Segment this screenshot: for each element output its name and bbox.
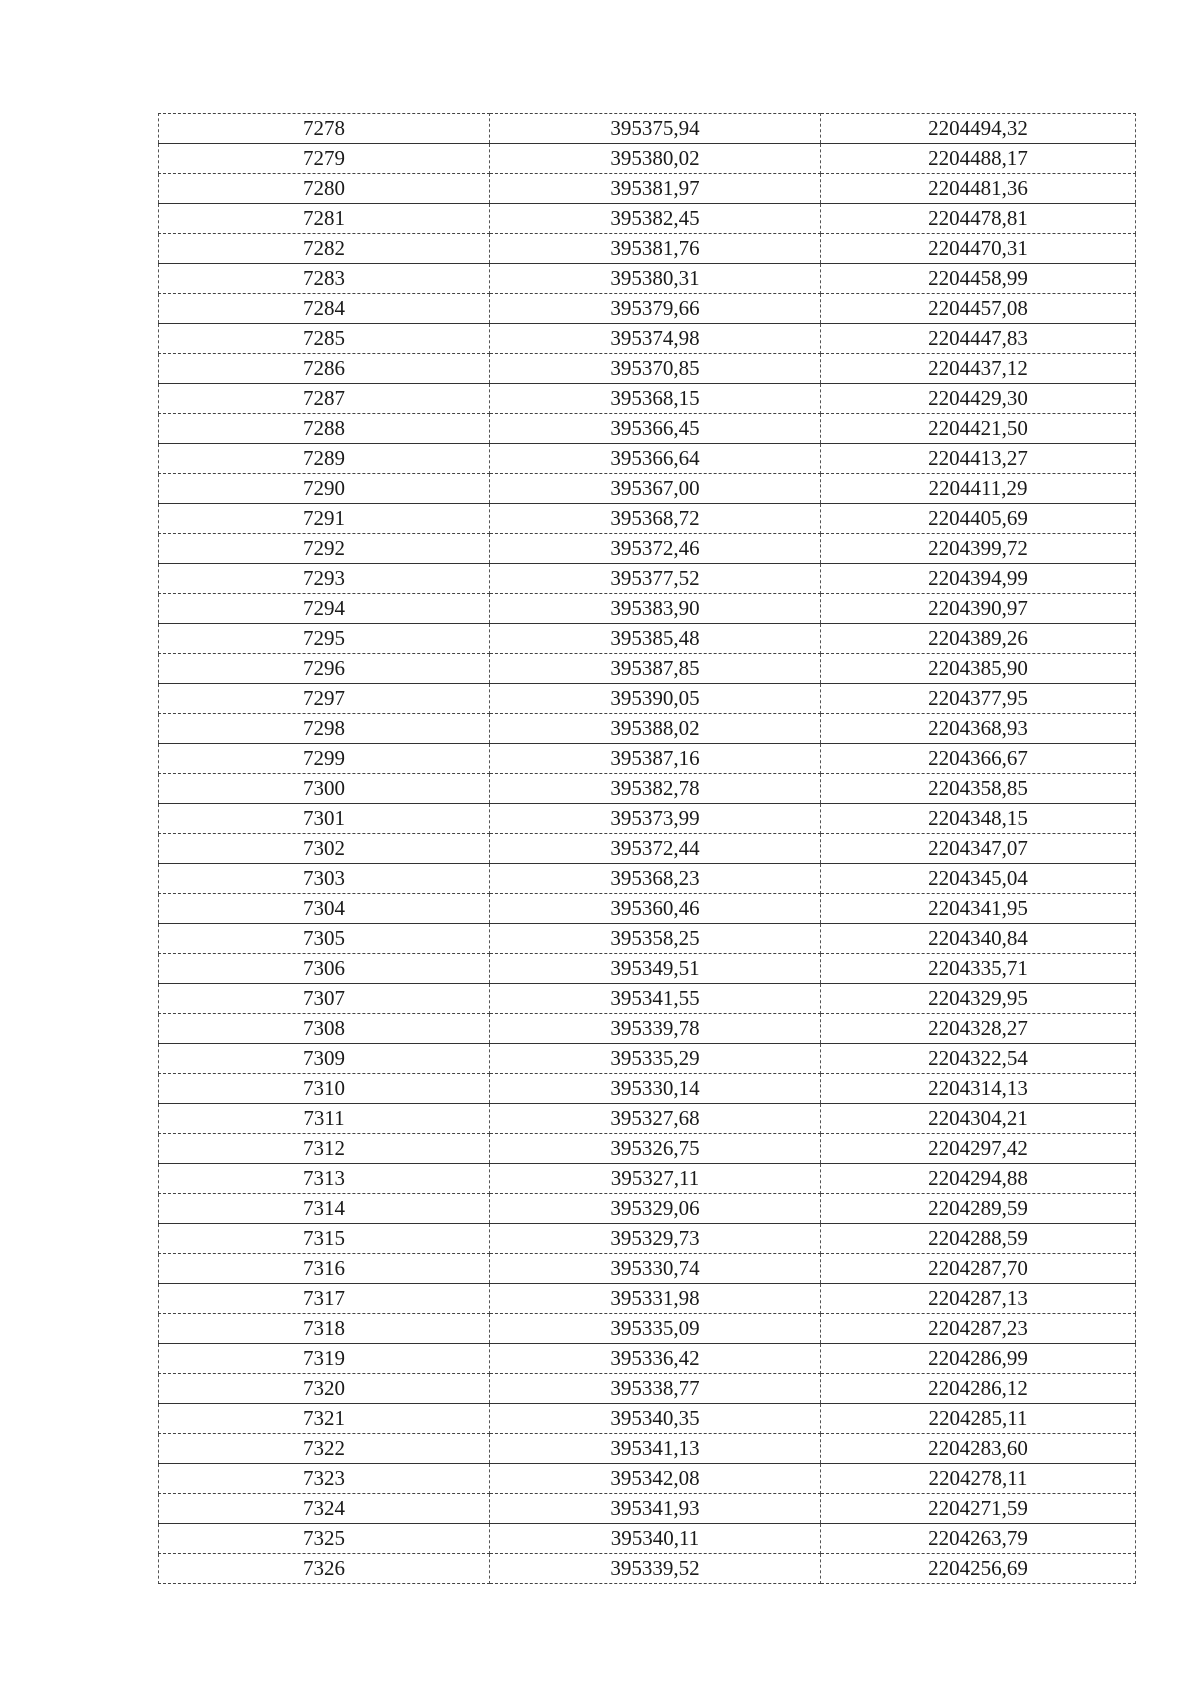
point-number-cell: 7321 [159,1404,490,1434]
table-row [159,294,1136,324]
y-coordinate-cell: 2204285,11 [821,1404,1136,1434]
table-row [159,894,1136,924]
point-number-cell: 7290 [159,474,490,504]
y-coordinate-cell: 2204457,08 [821,294,1136,324]
y-coordinate-cell: 2204286,99 [821,1344,1136,1374]
table-row [159,384,1136,414]
point-number-cell: 7284 [159,294,490,324]
x-coordinate-cell: 395327,11 [490,1164,821,1194]
table-row [159,1074,1136,1104]
point-number-cell: 7279 [159,144,490,174]
table-row [159,174,1136,204]
table-row [159,804,1136,834]
y-coordinate-cell: 2204390,97 [821,594,1136,624]
x-coordinate-cell: 395329,06 [490,1194,821,1224]
point-number-cell: 7310 [159,1074,490,1104]
x-coordinate-cell: 395339,52 [490,1554,821,1584]
y-coordinate-cell: 2204288,59 [821,1224,1136,1254]
y-coordinate-cell: 2204328,27 [821,1014,1136,1044]
x-coordinate-cell: 395326,75 [490,1134,821,1164]
y-coordinate-cell: 2204287,23 [821,1314,1136,1344]
point-number-cell: 7298 [159,714,490,744]
x-coordinate-cell: 395383,90 [490,594,821,624]
y-coordinate-cell: 2204389,26 [821,624,1136,654]
y-coordinate-cell: 2204286,12 [821,1374,1136,1404]
x-coordinate-cell: 395336,42 [490,1344,821,1374]
x-coordinate-cell: 395387,85 [490,654,821,684]
table-row [159,1404,1136,1434]
point-number-cell: 7326 [159,1554,490,1584]
table-row [159,474,1136,504]
table-row [159,744,1136,774]
point-number-cell: 7313 [159,1164,490,1194]
y-coordinate-cell: 2204322,54 [821,1044,1136,1074]
table-row [159,1134,1136,1164]
y-coordinate-cell: 2204366,67 [821,744,1136,774]
x-coordinate-cell: 395349,51 [490,954,821,984]
x-coordinate-cell: 395372,46 [490,534,821,564]
x-coordinate-cell: 395335,09 [490,1314,821,1344]
y-coordinate-cell: 2204405,69 [821,504,1136,534]
y-coordinate-cell: 2204340,84 [821,924,1136,954]
table-row [159,864,1136,894]
x-coordinate-cell: 395368,72 [490,504,821,534]
y-coordinate-cell: 2204294,88 [821,1164,1136,1194]
x-coordinate-cell: 395381,76 [490,234,821,264]
table-row [159,924,1136,954]
y-coordinate-cell: 2204368,93 [821,714,1136,744]
table-row [159,234,1136,264]
point-number-cell: 7305 [159,924,490,954]
point-number-cell: 7323 [159,1464,490,1494]
table-row [159,1314,1136,1344]
x-coordinate-cell: 395382,78 [490,774,821,804]
point-number-cell: 7297 [159,684,490,714]
y-coordinate-cell: 2204494,32 [821,114,1136,144]
x-coordinate-cell: 395327,68 [490,1104,821,1134]
point-number-cell: 7306 [159,954,490,984]
point-number-cell: 7316 [159,1254,490,1284]
point-number-cell: 7302 [159,834,490,864]
point-number-cell: 7288 [159,414,490,444]
point-number-cell: 7287 [159,384,490,414]
y-coordinate-cell: 2204385,90 [821,654,1136,684]
table-row [159,1434,1136,1464]
table-row [159,1044,1136,1074]
x-coordinate-cell: 395330,74 [490,1254,821,1284]
y-coordinate-cell: 2204271,59 [821,1494,1136,1524]
table-row [159,1464,1136,1494]
y-coordinate-cell: 2204297,42 [821,1134,1136,1164]
point-number-cell: 7304 [159,894,490,924]
point-number-cell: 7278 [159,114,490,144]
x-coordinate-cell: 395368,23 [490,864,821,894]
y-coordinate-cell: 2204478,81 [821,204,1136,234]
point-number-cell: 7308 [159,1014,490,1044]
x-coordinate-cell: 395381,97 [490,174,821,204]
table-row [159,114,1136,144]
point-number-cell: 7320 [159,1374,490,1404]
x-coordinate-cell: 395372,44 [490,834,821,864]
x-coordinate-cell: 395374,98 [490,324,821,354]
point-number-cell: 7286 [159,354,490,384]
y-coordinate-cell: 2204437,12 [821,354,1136,384]
table-row [159,1254,1136,1284]
point-number-cell: 7309 [159,1044,490,1074]
y-coordinate-cell: 2204278,11 [821,1464,1136,1494]
x-coordinate-cell: 395341,93 [490,1494,821,1524]
point-number-cell: 7289 [159,444,490,474]
table-row [159,354,1136,384]
x-coordinate-cell: 395341,13 [490,1434,821,1464]
y-coordinate-cell: 2204458,99 [821,264,1136,294]
y-coordinate-cell: 2204358,85 [821,774,1136,804]
point-number-cell: 7280 [159,174,490,204]
point-number-cell: 7293 [159,564,490,594]
table-row [159,534,1136,564]
x-coordinate-cell: 395335,29 [490,1044,821,1074]
x-coordinate-cell: 395373,99 [490,804,821,834]
table-row [159,1224,1136,1254]
point-number-cell: 7291 [159,504,490,534]
table-row [159,564,1136,594]
x-coordinate-cell: 395379,66 [490,294,821,324]
table-row [159,504,1136,534]
y-coordinate-cell: 2204421,50 [821,414,1136,444]
x-coordinate-cell: 395329,73 [490,1224,821,1254]
x-coordinate-cell: 395388,02 [490,714,821,744]
x-coordinate-cell: 395390,05 [490,684,821,714]
point-number-cell: 7282 [159,234,490,264]
table-row [159,984,1136,1014]
x-coordinate-cell: 395366,45 [490,414,821,444]
x-coordinate-cell: 395330,14 [490,1074,821,1104]
table-row [159,1194,1136,1224]
y-coordinate-cell: 2204314,13 [821,1074,1136,1104]
x-coordinate-cell: 395342,08 [490,1464,821,1494]
y-coordinate-cell: 2204289,59 [821,1194,1136,1224]
y-coordinate-cell: 2204429,30 [821,384,1136,414]
table-row [159,144,1136,174]
table-row [159,1344,1136,1374]
x-coordinate-cell: 395367,00 [490,474,821,504]
y-coordinate-cell: 2204470,31 [821,234,1136,264]
table-row [159,264,1136,294]
table-row [159,594,1136,624]
x-coordinate-cell: 395377,52 [490,564,821,594]
coordinates-table [158,113,1136,1584]
x-coordinate-cell: 395387,16 [490,744,821,774]
x-coordinate-cell: 395360,46 [490,894,821,924]
table-row [159,774,1136,804]
y-coordinate-cell: 2204488,17 [821,144,1136,174]
point-number-cell: 7311 [159,1104,490,1134]
x-coordinate-cell: 395368,15 [490,384,821,414]
point-number-cell: 7301 [159,804,490,834]
table-row [159,1104,1136,1134]
table-row [159,204,1136,234]
y-coordinate-cell: 2204348,15 [821,804,1136,834]
x-coordinate-cell: 395382,45 [490,204,821,234]
table-row [159,714,1136,744]
x-coordinate-cell: 395341,55 [490,984,821,1014]
y-coordinate-cell: 2204329,95 [821,984,1136,1014]
point-number-cell: 7281 [159,204,490,234]
x-coordinate-cell: 395385,48 [490,624,821,654]
y-coordinate-cell: 2204399,72 [821,534,1136,564]
point-number-cell: 7324 [159,1494,490,1524]
x-coordinate-cell: 395340,35 [490,1404,821,1434]
table-row [159,1014,1136,1044]
point-number-cell: 7318 [159,1314,490,1344]
y-coordinate-cell: 2204347,07 [821,834,1136,864]
y-coordinate-cell: 2204345,04 [821,864,1136,894]
y-coordinate-cell: 2204304,21 [821,1104,1136,1134]
point-number-cell: 7300 [159,774,490,804]
point-number-cell: 7315 [159,1224,490,1254]
x-coordinate-cell: 395370,85 [490,354,821,384]
point-number-cell: 7319 [159,1344,490,1374]
table-row [159,624,1136,654]
table-row [159,1284,1136,1314]
point-number-cell: 7299 [159,744,490,774]
table-row [159,654,1136,684]
y-coordinate-cell: 2204256,69 [821,1554,1136,1584]
table-row [159,414,1136,444]
x-coordinate-cell: 395366,64 [490,444,821,474]
x-coordinate-cell: 395331,98 [490,1284,821,1314]
coordinates-table-body [159,114,1136,1584]
point-number-cell: 7292 [159,534,490,564]
point-number-cell: 7285 [159,324,490,354]
point-number-cell: 7294 [159,594,490,624]
y-coordinate-cell: 2204394,99 [821,564,1136,594]
table-row [159,324,1136,354]
table-row [159,1374,1136,1404]
x-coordinate-cell: 395339,78 [490,1014,821,1044]
x-coordinate-cell: 395338,77 [490,1374,821,1404]
table-row [159,444,1136,474]
y-coordinate-cell: 2204413,27 [821,444,1136,474]
y-coordinate-cell: 2204287,13 [821,1284,1136,1314]
x-coordinate-cell: 395380,02 [490,144,821,174]
point-number-cell: 7296 [159,654,490,684]
table-row [159,684,1136,714]
table-row [159,834,1136,864]
y-coordinate-cell: 2204377,95 [821,684,1136,714]
point-number-cell: 7283 [159,264,490,294]
x-coordinate-cell: 395380,31 [490,264,821,294]
table-row [159,1554,1136,1584]
point-number-cell: 7295 [159,624,490,654]
point-number-cell: 7317 [159,1284,490,1314]
point-number-cell: 7325 [159,1524,490,1554]
point-number-cell: 7322 [159,1434,490,1464]
point-number-cell: 7314 [159,1194,490,1224]
table-row [159,1164,1136,1194]
table-row [159,1494,1136,1524]
x-coordinate-cell: 395340,11 [490,1524,821,1554]
y-coordinate-cell: 2204335,71 [821,954,1136,984]
table-row [159,1524,1136,1554]
point-number-cell: 7303 [159,864,490,894]
y-coordinate-cell: 2204263,79 [821,1524,1136,1554]
table-row [159,954,1136,984]
y-coordinate-cell: 2204287,70 [821,1254,1136,1284]
y-coordinate-cell: 2204283,60 [821,1434,1136,1464]
point-number-cell: 7307 [159,984,490,1014]
y-coordinate-cell: 2204447,83 [821,324,1136,354]
point-number-cell: 7312 [159,1134,490,1164]
y-coordinate-cell: 2204411,29 [821,474,1136,504]
y-coordinate-cell: 2204481,36 [821,174,1136,204]
y-coordinate-cell: 2204341,95 [821,894,1136,924]
x-coordinate-cell: 395375,94 [490,114,821,144]
x-coordinate-cell: 395358,25 [490,924,821,954]
